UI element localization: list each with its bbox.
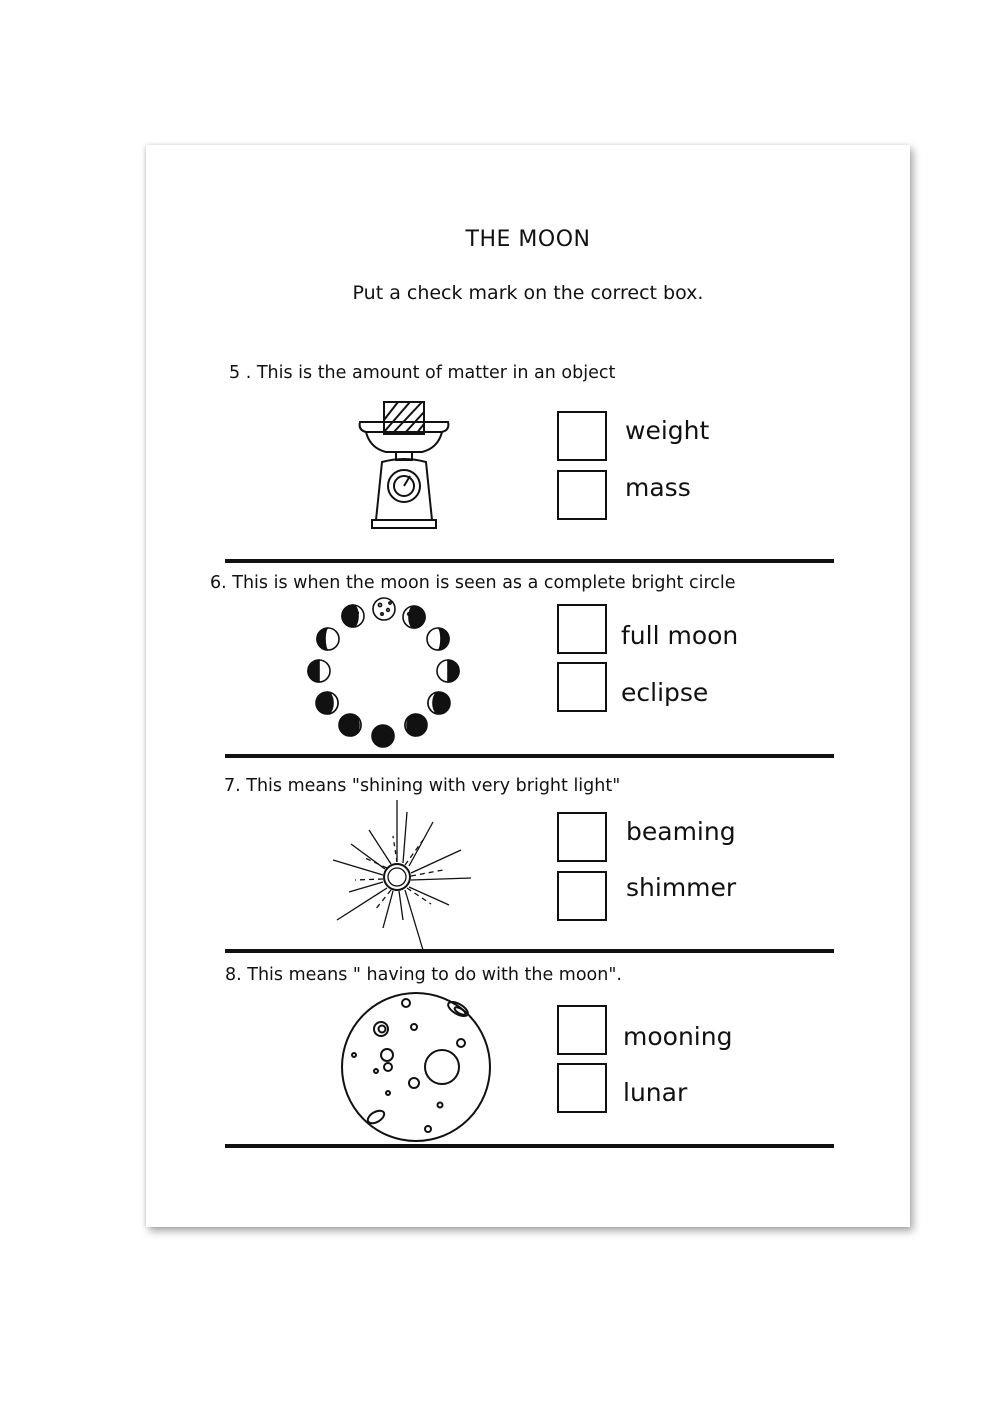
checkbox-mass[interactable] [557, 470, 607, 520]
checkbox-beaming[interactable] [557, 812, 607, 862]
question-5-prompt: 5 . This is the amount of matter in an object [229, 363, 616, 383]
checkbox-shimmer[interactable] [557, 871, 607, 921]
checkbox-eclipse[interactable] [557, 662, 607, 712]
question-8-prompt: 8. This means " having to do with the moon". [225, 965, 622, 985]
divider-line [225, 949, 834, 953]
option-eclipse: eclipse [621, 678, 709, 707]
question-7-prompt: 7. This means "shining with very bright light" [224, 776, 621, 796]
instruction-text: Put a check mark on the correct box. [352, 282, 704, 304]
scale-icon [356, 400, 456, 535]
page-title: THE MOON [465, 227, 591, 252]
starburst-icon [331, 800, 476, 950]
question-6-prompt: 6. This is when the moon is seen as a complete bright circle [210, 573, 736, 593]
checkbox-mooning[interactable] [557, 1005, 607, 1055]
option-beaming: beaming [626, 817, 736, 846]
checkbox-full-moon[interactable] [557, 604, 607, 654]
divider-line [225, 754, 834, 758]
divider-line [225, 1144, 834, 1148]
option-lunar: lunar [623, 1078, 688, 1107]
option-full-moon: full moon [621, 621, 739, 650]
checkbox-weight[interactable] [557, 411, 607, 461]
divider-line [225, 559, 834, 563]
moon-phases-icon [306, 595, 466, 751]
worksheet-page [146, 145, 910, 1227]
option-shimmer: shimmer [626, 873, 737, 902]
option-weight: weight [625, 416, 710, 445]
option-mass: mass [625, 473, 691, 502]
option-mooning: mooning [623, 1022, 733, 1051]
moon-icon [338, 993, 498, 1145]
checkbox-lunar[interactable] [557, 1063, 607, 1113]
